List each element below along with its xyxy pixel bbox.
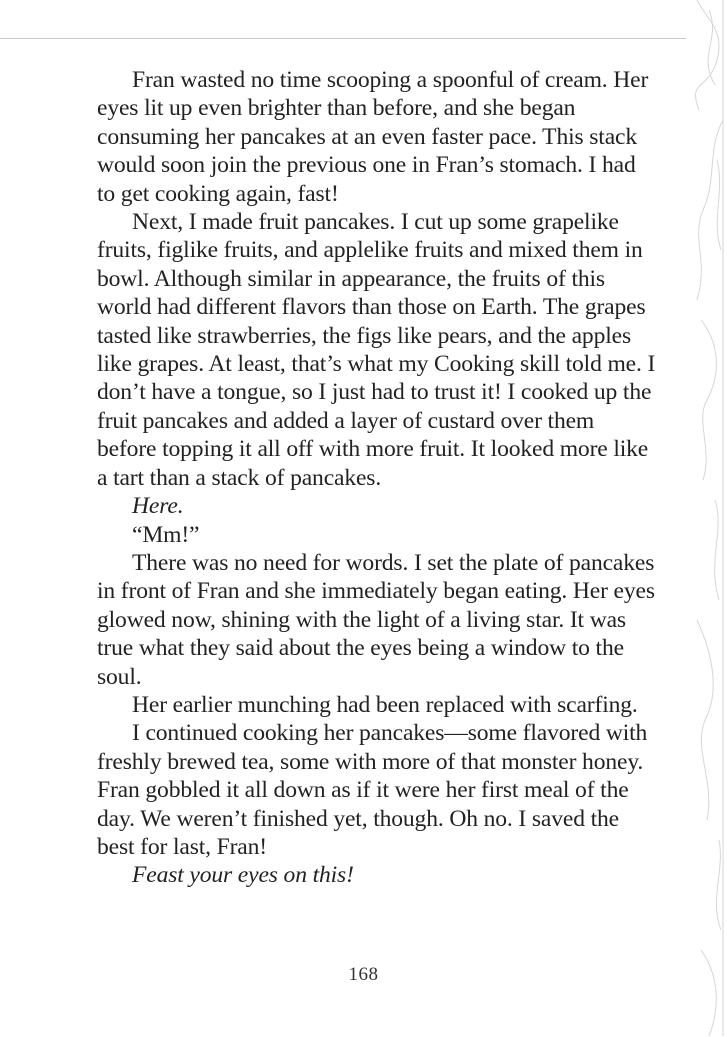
dialogue-line: “Mm!” <box>132 521 200 548</box>
paragraph: There was no need for words. I set the plate of pancakes in front of Fran and she immediately began eating. Her eyes glowed now, shining with the light of a living star. It was true what they said about the eyes being a window to the soul. <box>97 549 655 690</box>
paragraph: I continued cooking her pancakes—some flavored with freshly brewed tea, some with more of that monster honey. Fran gobbled it all down as if it were her first meal of the day. We weren’t finished yet, though. Oh no. I saved the best for last, Fran! <box>97 720 648 860</box>
paragraph-italic: Here. <box>132 493 184 520</box>
paragraph: Next, I made fruit pancakes. I cut up some grapelike fruits, figlike fruits, and applelike fruits and mixed them in bowl. Although similar in appearance, the fruits of this world had different flavors than those on Earth. The grapes tasted like strawberries, the figs like pears, and the apples like grapes. At least, that’s what my Cooking skill told me. I don’t have a tongue, so I just had to trust it! I cooked up the fruit pancakes and added a layer of custard over them before topping it all off with more fruit. It looked more like a tart than a stack of pancakes. <box>97 209 656 491</box>
paragraph-italic: Feast your eyes on this! <box>132 862 354 889</box>
paragraph: Her earlier munching had been replaced with scarfing. <box>132 691 638 718</box>
paragraph: Fran wasted no time scooping a spoonful of cream. Her eyes lit up even brighter than before, and she began consuming her pancakes at an even faster pace. This stack would soon join the previous one in Fran’s stomach. I had to get cooking again, fast! <box>97 67 649 207</box>
page-body <box>97 66 657 890</box>
page-number: 168 <box>348 964 379 985</box>
